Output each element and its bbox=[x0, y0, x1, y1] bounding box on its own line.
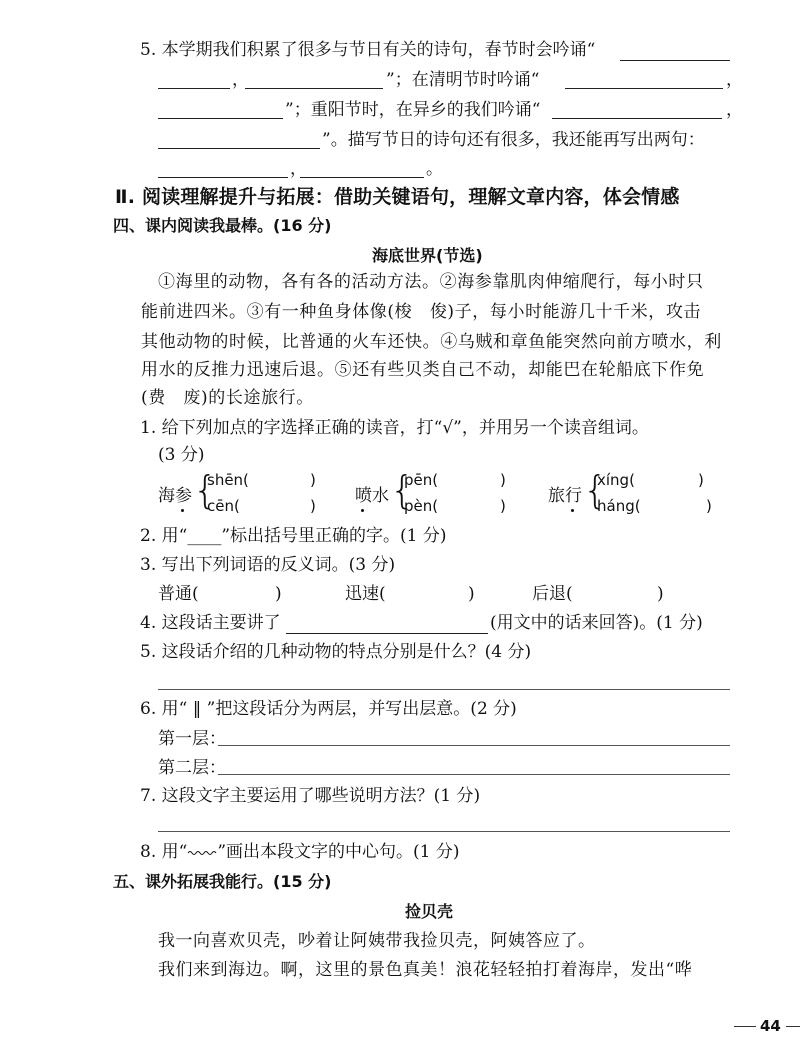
answer-blank[interactable] bbox=[552, 118, 722, 119]
question-3: 3. 写出下列词语的反义词。(3 分) bbox=[140, 555, 396, 575]
question-4: 4. 这段话主要讲了 bbox=[140, 613, 281, 633]
period: 。 bbox=[426, 159, 443, 179]
pinyin-option: xíng( bbox=[597, 471, 635, 489]
paren-close: ) bbox=[706, 497, 712, 515]
emphasis-dot bbox=[181, 509, 184, 512]
pinyin-word: 喷水 bbox=[355, 486, 389, 506]
q5-line3-mid: ”；重阳节时，在异乡的我们吟诵“ bbox=[285, 100, 541, 120]
passage-line: ①海里的动物，各有各的活动方法。②海参靠肌肉伸缩爬行，每小时只 bbox=[158, 272, 704, 292]
answer-line[interactable] bbox=[158, 831, 730, 832]
question-1-score: (3 分) bbox=[158, 445, 205, 465]
answer-blank[interactable] bbox=[158, 88, 230, 89]
pinyin-word: 旅行 bbox=[548, 486, 582, 506]
page-dash bbox=[734, 1026, 756, 1027]
comma: ， bbox=[290, 159, 307, 179]
paren-close: ) bbox=[468, 584, 475, 604]
page-number: 44 bbox=[760, 1017, 781, 1035]
pinyin-word: 海参 bbox=[158, 486, 192, 506]
answer-blank[interactable] bbox=[565, 88, 723, 89]
brace: { bbox=[583, 468, 608, 512]
layer-label: 第二层： bbox=[158, 758, 226, 778]
paren-close: ) bbox=[500, 471, 506, 489]
layer-label: 第一层： bbox=[158, 729, 226, 749]
q5-line4-end: ”。描写节日的诗句还有很多，我还能再写出两句： bbox=[322, 130, 705, 150]
answer-line[interactable] bbox=[218, 745, 730, 746]
passage-line: 用水的反推力迅速后退。⑤还有些贝类自己不动，却能巴在轮船底下作免 bbox=[141, 360, 705, 380]
answer-blank[interactable] bbox=[286, 633, 488, 634]
passage-line: 能前进四米。③有一种鱼身体像(梭 俊)子，每小时能游几十千米，攻击 bbox=[141, 302, 702, 322]
wavy-underline-icon bbox=[187, 850, 217, 856]
question-4-end: (用文中的话来回答)。(1 分) bbox=[490, 613, 703, 633]
question-8 bbox=[140, 840, 460, 864]
section-title: Ⅱ. 阅读理解提升与拓展：借助关键语句，理解文章内容，体会情感 bbox=[115, 186, 680, 208]
question-5: 5. 这段话介绍的几种动物的特点分别是什么？(4 分) bbox=[140, 642, 532, 662]
question-8-start: 8. 用“ bbox=[140, 842, 188, 862]
answer-blank[interactable] bbox=[158, 118, 283, 119]
comma: ， bbox=[232, 70, 249, 90]
pinyin-option: shēn( bbox=[207, 471, 249, 489]
q5-line1: 5. 本学期我们积累了很多与节日有关的诗句，春节时会吟诵“ bbox=[140, 40, 596, 60]
antonym-word: 普通( bbox=[158, 584, 199, 604]
emphasis-dot bbox=[361, 509, 364, 512]
paren-close: ) bbox=[275, 584, 282, 604]
question-6: 6. 用“ ‖ ”把这段话分为两层，并写出层意。(2 分) bbox=[140, 699, 517, 719]
page-dash bbox=[786, 1026, 800, 1027]
passage-title: 捡贝壳 bbox=[405, 902, 454, 921]
answer-blank[interactable] bbox=[300, 177, 424, 178]
q5-line2-end: ”；在清明节时吟诵“ bbox=[386, 70, 540, 90]
question-1: 1. 给下列加点的字选择正确的读音，打“√”，并用另一个读音组词。 bbox=[140, 418, 649, 438]
passage-line: 我一向喜欢贝壳，吵着让阿姨带我捡贝壳，阿姨答应了。 bbox=[158, 931, 596, 951]
question-2: 2. 用“____”标出括号里正确的字。(1 分) bbox=[140, 526, 447, 546]
answer-blank[interactable] bbox=[245, 88, 383, 89]
pinyin-option: cēn( bbox=[207, 497, 240, 515]
brace: { bbox=[193, 468, 218, 512]
comma: ， bbox=[726, 100, 743, 120]
paren-close: ) bbox=[310, 497, 316, 515]
answer-blank[interactable] bbox=[158, 177, 288, 178]
paren-close: ) bbox=[310, 471, 316, 489]
passage-title: 海底世界(节选) bbox=[372, 246, 483, 265]
pinyin-option: pèn( bbox=[404, 497, 439, 515]
question-8-end: ”画出本段文字的中心句。(1 分) bbox=[217, 842, 460, 862]
answer-blank[interactable] bbox=[158, 148, 320, 149]
passage-line: 我们来到海边。啊，这里的景色真美！浪花轻轻拍打着海岸，发出“哗 bbox=[158, 960, 693, 980]
pinyin-option: pēn( bbox=[404, 471, 439, 489]
emphasis-dot bbox=[571, 509, 574, 512]
question-7: 7. 这段文字主要运用了哪些说明方法？(1 分) bbox=[140, 786, 481, 806]
antonym-word: 后退( bbox=[532, 584, 573, 604]
section4-title: 四、课内阅读我最棒。(16 分) bbox=[113, 216, 332, 235]
section5-title: 五、课外拓展我能行。(15 分) bbox=[113, 872, 332, 891]
paren-close: ) bbox=[657, 584, 664, 604]
paren-close: ) bbox=[500, 497, 506, 515]
passage-line: 其他动物的时候，比普通的火车还快。④乌贼和章鱼能突然向前方喷水，利 bbox=[141, 332, 722, 352]
answer-line[interactable] bbox=[218, 774, 730, 775]
passage-line: (费 废)的长途旅行。 bbox=[141, 388, 314, 408]
comma: ， bbox=[726, 70, 743, 90]
brace: { bbox=[390, 468, 415, 512]
paren-close: ) bbox=[698, 471, 704, 489]
answer-line[interactable] bbox=[158, 689, 730, 690]
pinyin-option: háng( bbox=[597, 497, 641, 515]
antonym-word: 迅速( bbox=[345, 584, 386, 604]
answer-blank[interactable] bbox=[620, 60, 730, 61]
